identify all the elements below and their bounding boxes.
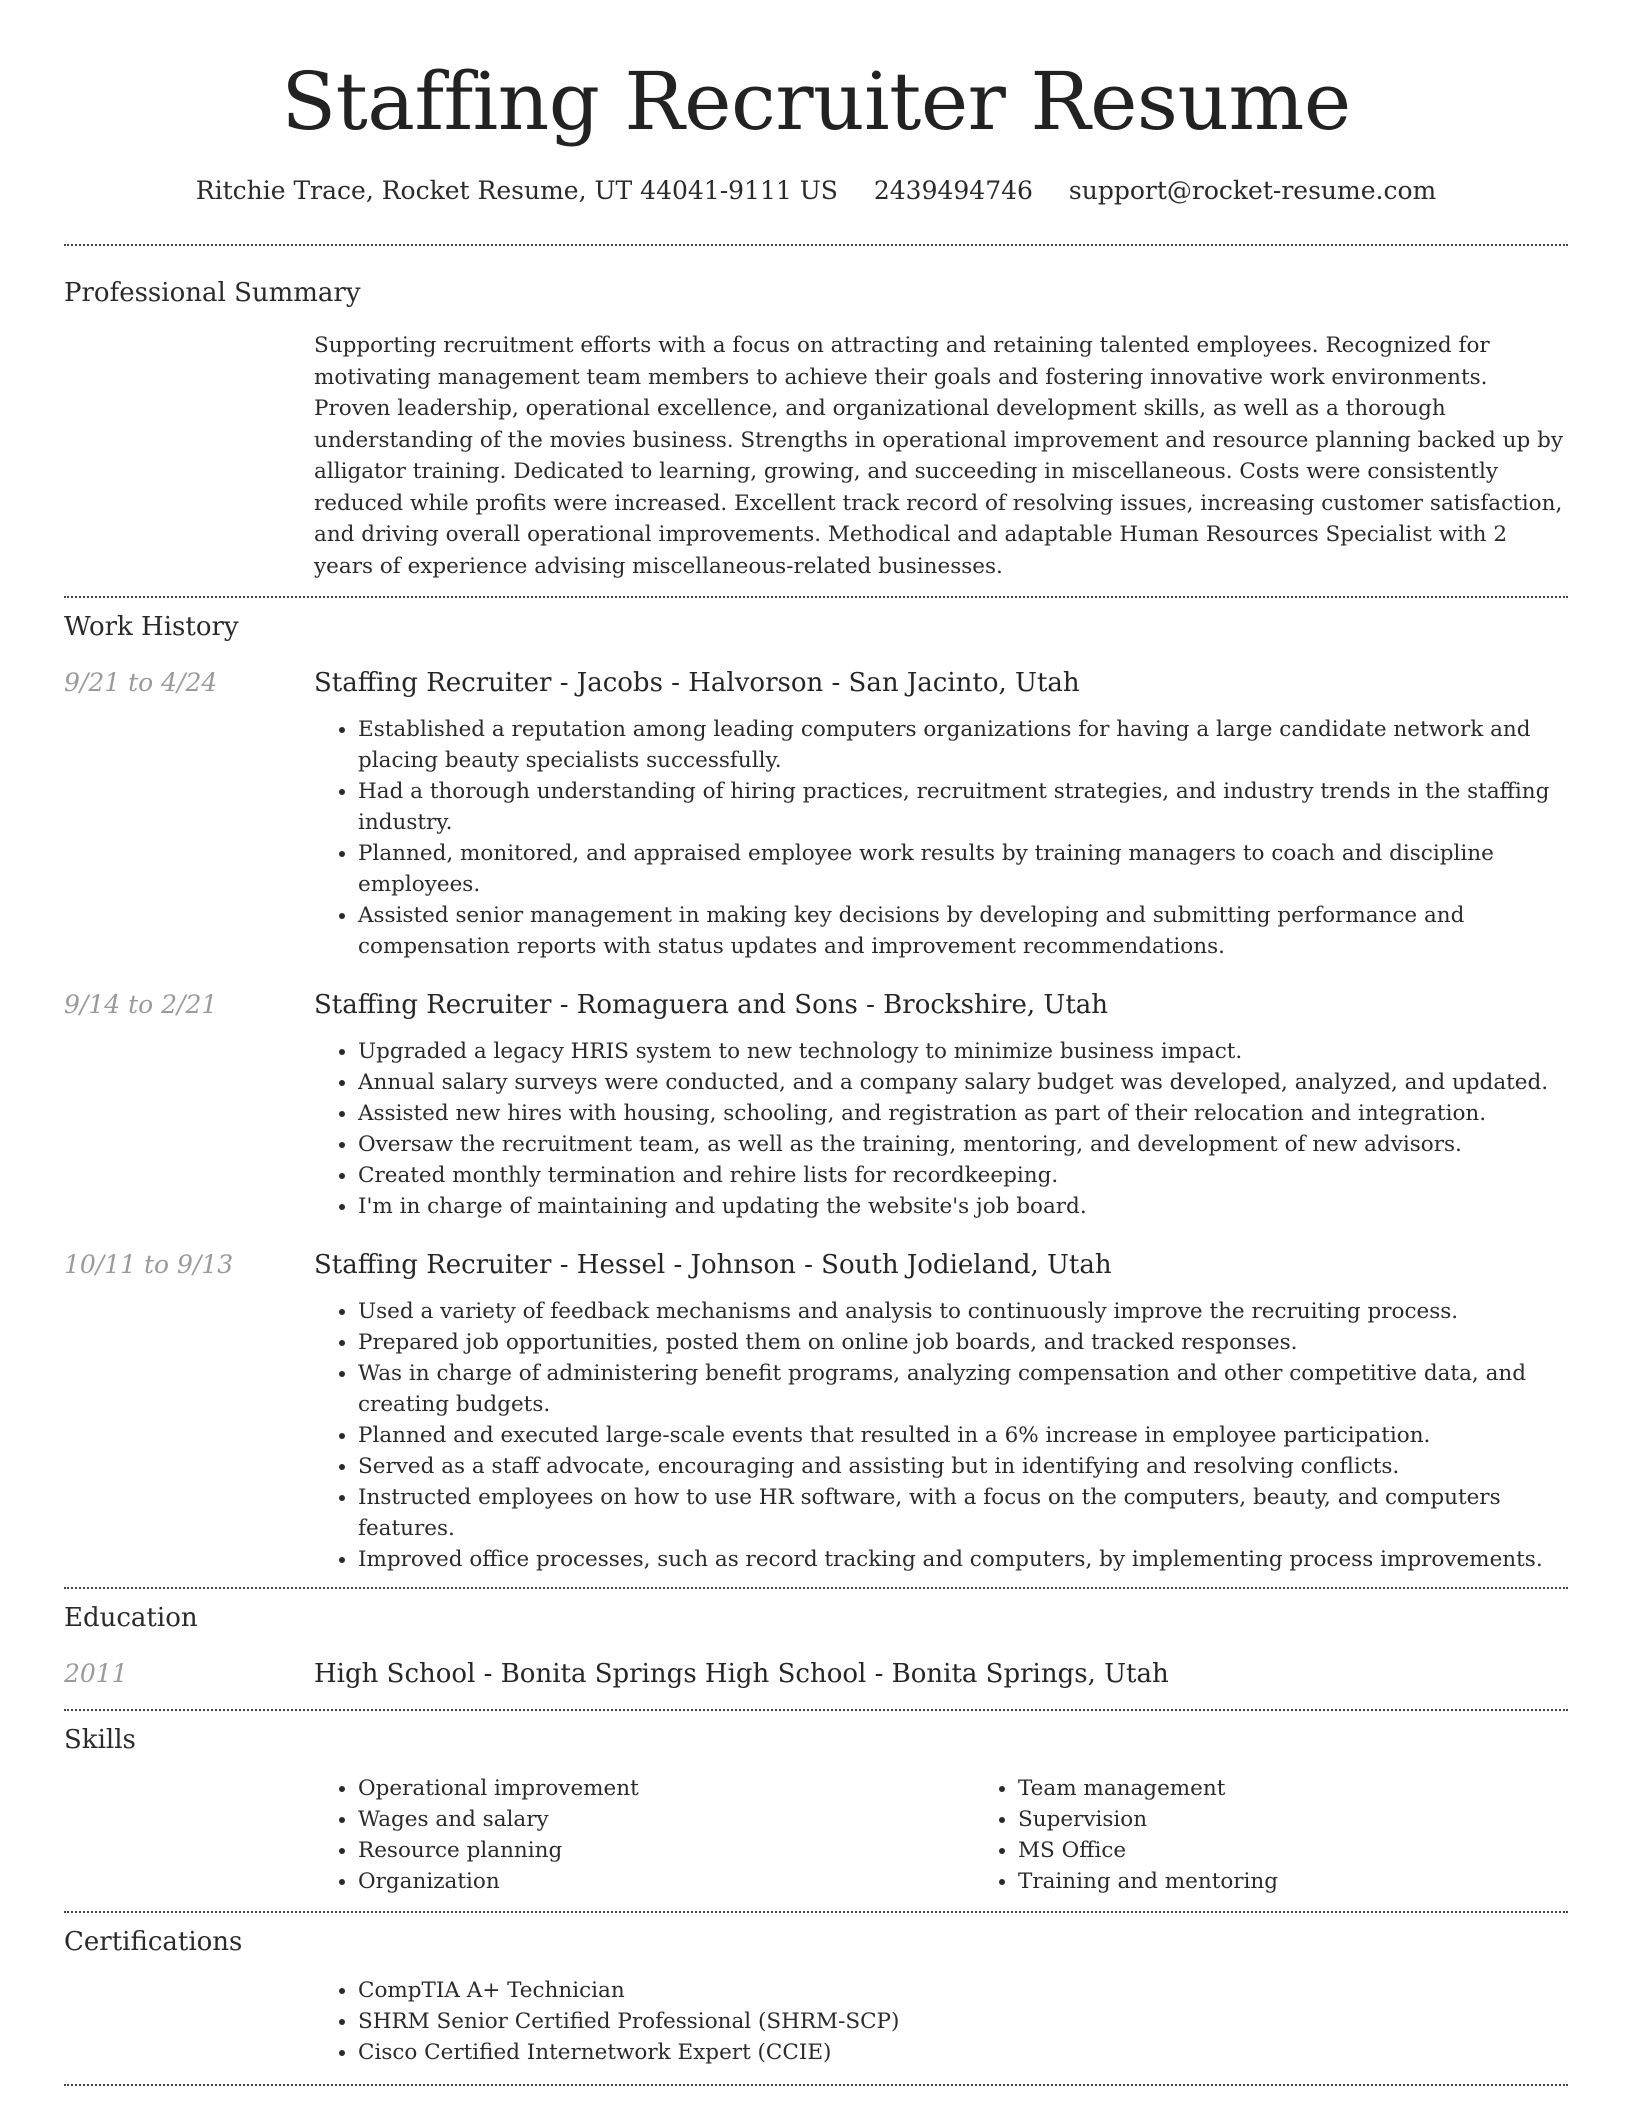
job-bullet: • Planned, monitored, and appraised employee work results by training managers to coach and discipline employees. xyxy=(358,838,1568,900)
summary-section xyxy=(64,246,1568,596)
job-entry xyxy=(64,988,1568,1222)
job-bullet: • Created monthly termination and rehire lists for recordkeeping. xyxy=(358,1160,1568,1191)
job-bullet: • Assisted senior management in making key decisions by developing and submitting performance and compensation reports with status updates and improvement recommendations. xyxy=(358,900,1568,962)
job-bullet: • Used a variety of feedback mechanisms and analysis to continuously improve the recruiting process. xyxy=(358,1296,1568,1327)
skill-item: • Wages and salary xyxy=(358,1804,974,1835)
section-title-skills: Skills xyxy=(64,1725,136,1755)
job-dates: 9/14 to 2/21 xyxy=(64,990,218,1019)
job-bullets xyxy=(314,1296,1568,1575)
skill-item: • Training and mentoring xyxy=(1018,1866,1632,1897)
skills-section xyxy=(64,1711,1568,1911)
job-entry xyxy=(64,1248,1568,1575)
certifications-list xyxy=(314,1975,1568,2068)
job-bullet: • Was in charge of administering benefit programs, analyzing compensation and other competitive data, and creating budgets. xyxy=(358,1358,1568,1420)
job-title: Staffing Recruiter - Romaguera and Sons - Brockshire, Utah xyxy=(314,990,1109,1020)
contact-email: support@rocket-resume.com xyxy=(1068,176,1437,205)
contact-address: Ritchie Trace, Rocket Resume, UT 44041-9111 US xyxy=(195,176,838,205)
certification-item: • SHRM Senior Certified Professional (SHRM-SCP) xyxy=(358,2006,1568,2037)
certification-item: • CompTIA A+ Technician xyxy=(358,1975,1568,2006)
job-title: Staffing Recruiter - Jacobs - Halvorson - San Jacinto, Utah xyxy=(314,668,1080,698)
job-dates: 10/11 to 9/13 xyxy=(64,1250,234,1279)
job-bullet: • Served as a staff advocate, encouraging and assisting but in identifying and resolving conflicts. xyxy=(358,1451,1568,1482)
certifications-section xyxy=(64,1913,1568,2084)
work-history-section xyxy=(64,598,1568,1587)
job-bullets xyxy=(314,1036,1568,1222)
education-year: 2011 xyxy=(64,1659,128,1688)
job-bullet: • Instructed employees on how to use HR software, with a focus on the computers, beauty, and computers features. xyxy=(358,1482,1568,1544)
job-bullet: • Assisted new hires with housing, schooling, and registration as part of their relocation and integration. xyxy=(358,1098,1568,1129)
job-bullet: • Planned and executed large-scale events that resulted in a 6% increase in employee participation. xyxy=(358,1420,1568,1451)
resume-title: Staffing Recruiter Resume xyxy=(281,55,1351,148)
job-dates: 9/21 to 4/24 xyxy=(64,668,218,697)
education-section xyxy=(64,1589,1568,1709)
job-bullet: • Improved office processes, such as record tracking and computers, by implementing process improvements. xyxy=(358,1544,1568,1575)
skill-item: • Organization xyxy=(358,1866,974,1897)
divider xyxy=(64,2084,1568,2086)
job-bullet: • Established a reputation among leading computers organizations for having a large candidate network and placing beauty specialists successfully. xyxy=(358,714,1568,776)
skill-item: • Operational improvement xyxy=(358,1773,974,1804)
summary-text: Supporting recruitment efforts with a focus on attracting and retaining talented employees. Recognized for motivating management team members to achieve their goals and fostering innovative work environments. Proven leadership, operational excellence, and organizational development skills, as well as a thorough understanding of the movies business. Strengths in operational improvement and resource planning backed up by alligator training. Dedicated to learning, growing, and succeeding in miscellaneous. Costs were consistently reduced while profits were increased. Excellent track record of resolving issues, increasing customer satisfaction, and driving overall operational improvements. Methodical and adaptable Human Resources Specialist with 2 years of experience advising miscellaneous-related businesses. xyxy=(314,333,1563,579)
job-bullets xyxy=(314,714,1568,962)
job-bullet: • Prepared job opportunities, posted them on online job boards, and tracked responses. xyxy=(358,1327,1568,1358)
section-title-certifications: Certifications xyxy=(64,1927,243,1957)
section-title-education: Education xyxy=(64,1603,198,1633)
job-list xyxy=(64,666,1568,1575)
contact-line xyxy=(64,174,1568,208)
skills-list-left xyxy=(314,1773,974,1897)
resume-page xyxy=(64,0,1568,2086)
section-title-summary: Professional Summary xyxy=(64,278,361,308)
skill-item: • Supervision xyxy=(1018,1804,1632,1835)
skill-item: • Team management xyxy=(1018,1773,1632,1804)
job-bullet: • Upgraded a legacy HRIS system to new technology to minimize business impact. xyxy=(358,1036,1568,1067)
certification-item: • Cisco Certified Internetwork Expert (CCIE) xyxy=(358,2037,1568,2068)
job-bullet: • Annual salary surveys were conducted, and a company salary budget was developed, analyzed, and updated. xyxy=(358,1067,1568,1098)
job-bullet: • Had a thorough understanding of hiring practices, recruitment strategies, and industry trends in the staffing industry. xyxy=(358,776,1568,838)
education-entry: High School - Bonita Springs High School - Bonita Springs, Utah xyxy=(314,1659,1169,1689)
skills-list-right xyxy=(974,1773,1632,1897)
job-bullet: • I'm in charge of maintaining and updating the website's job board. xyxy=(358,1191,1568,1222)
job-bullet: • Oversaw the recruitment team, as well as the training, mentoring, and development of new advisors. xyxy=(358,1129,1568,1160)
section-title-work-history: Work History xyxy=(64,612,239,642)
job-title: Staffing Recruiter - Hessel - Johnson - South Jodieland, Utah xyxy=(314,1250,1112,1280)
skill-item: • MS Office xyxy=(1018,1835,1632,1866)
skills-grid xyxy=(314,1773,1632,1897)
contact-phone: 2439494746 xyxy=(873,176,1033,205)
skill-item: • Resource planning xyxy=(358,1835,974,1866)
job-entry xyxy=(64,666,1568,962)
